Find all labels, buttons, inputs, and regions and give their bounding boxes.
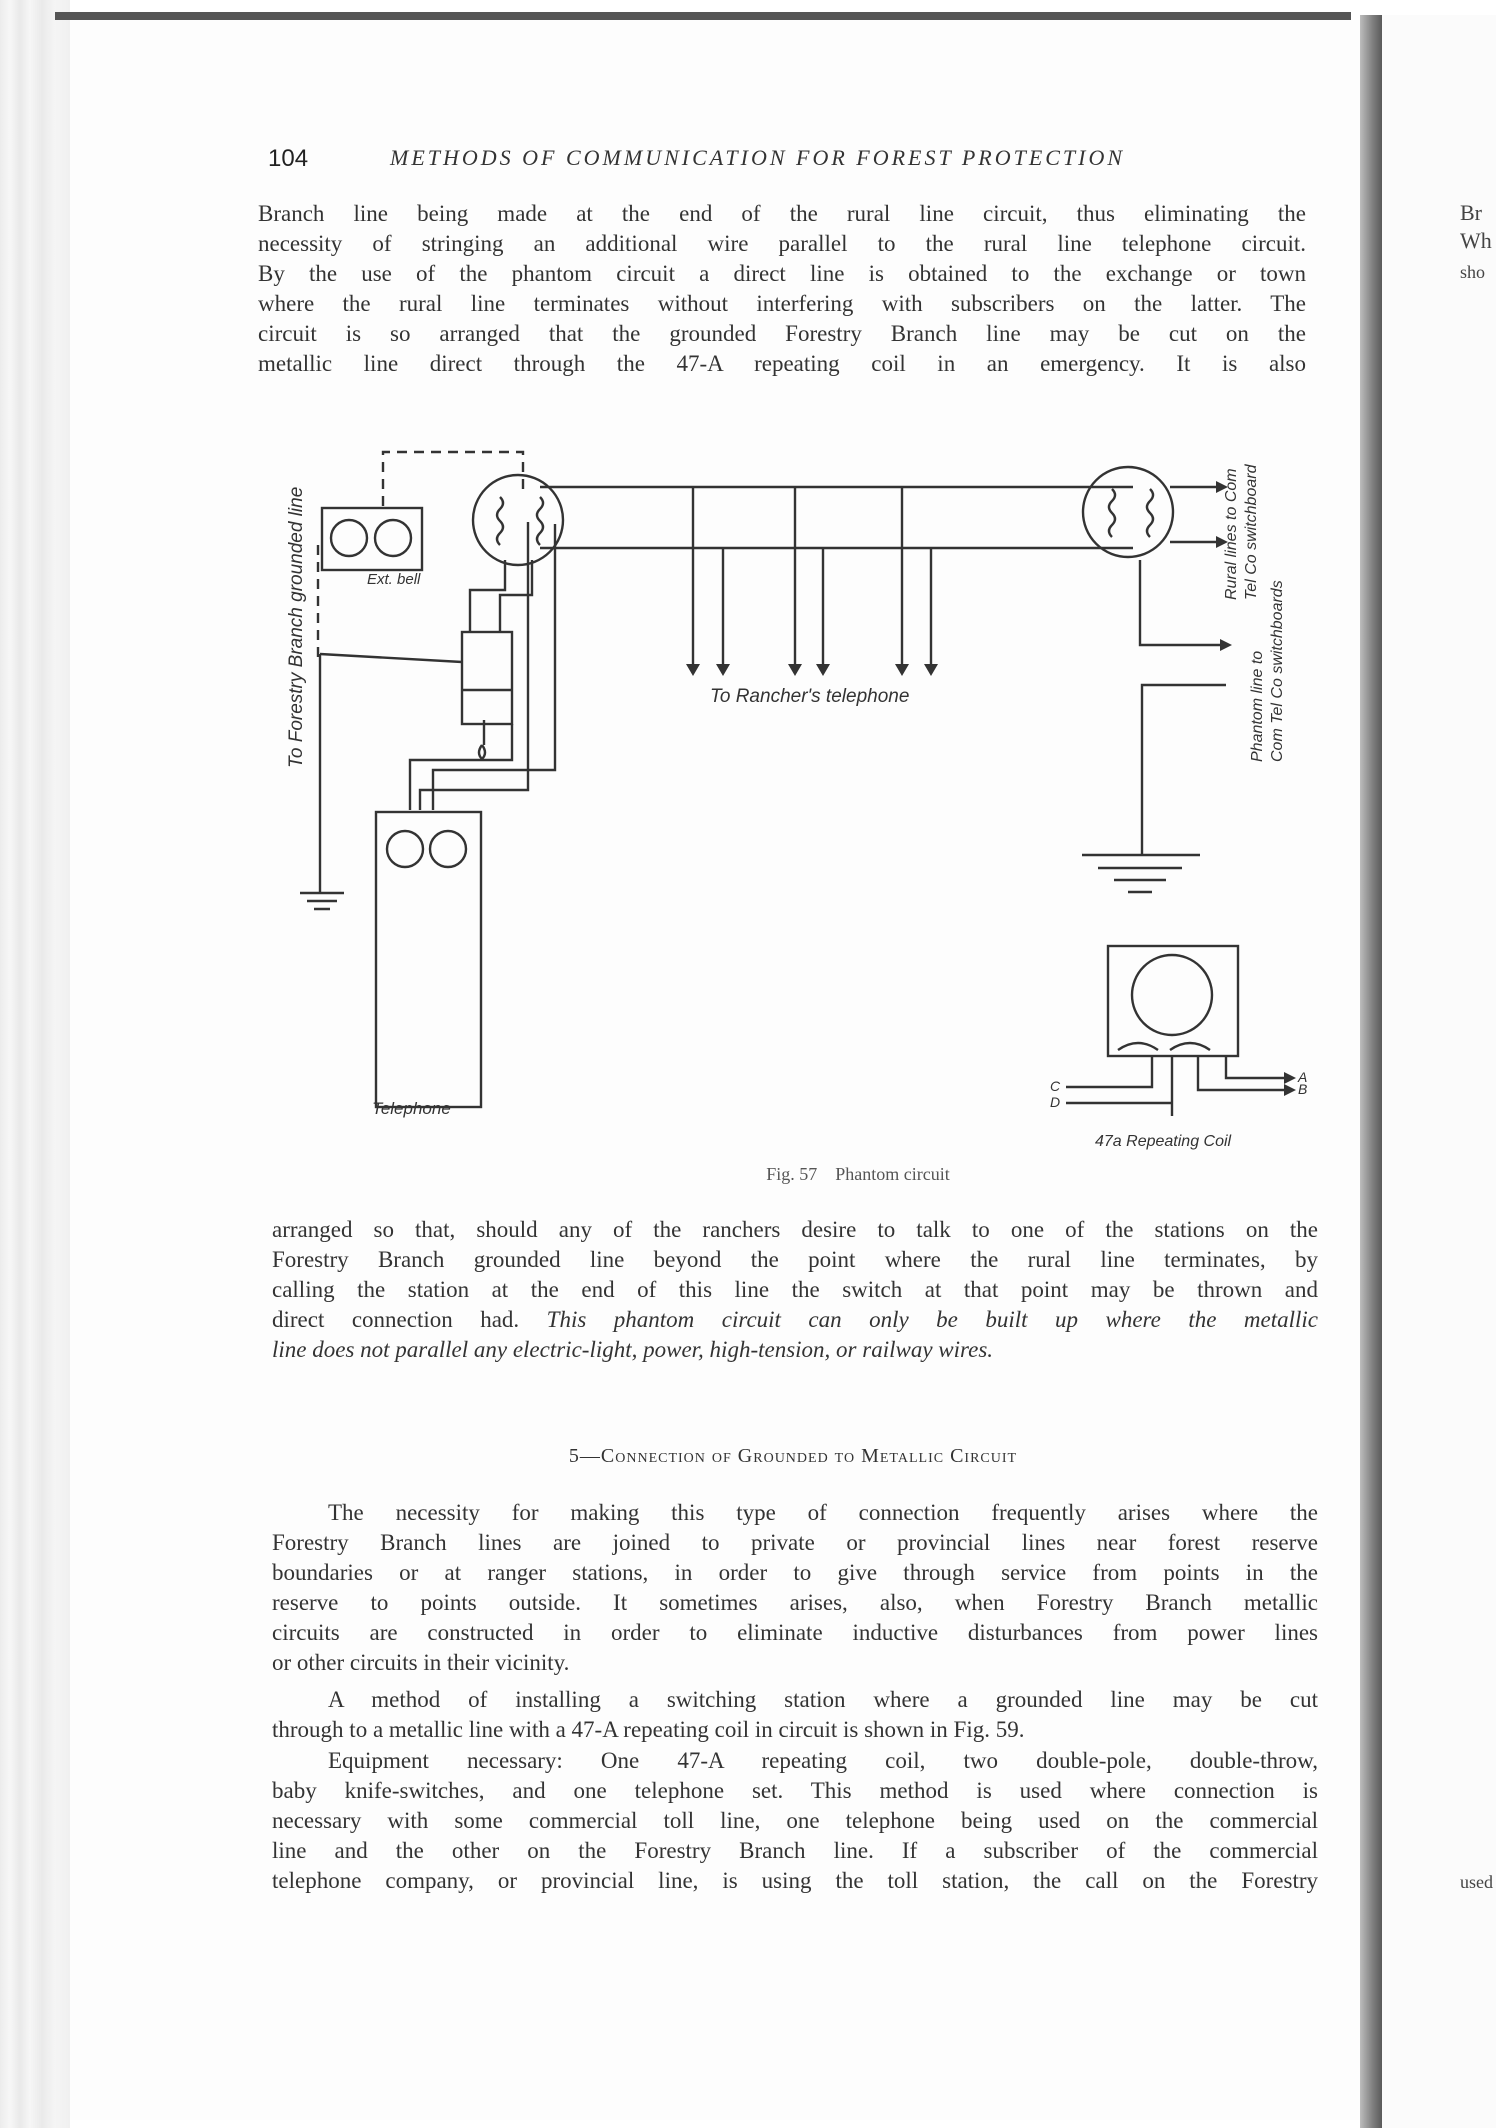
- arrow-head: [895, 664, 938, 676]
- next-page-fragment: used: [1460, 1872, 1493, 1892]
- figure-number: Fig. 57: [766, 1164, 818, 1184]
- telephone-gong: [430, 831, 466, 867]
- text-line: arranged so that, should any of the ranchers desire to talk to one of the stations on the: [272, 1217, 1318, 1242]
- paragraph-bottom-1: [272, 1498, 1318, 1678]
- arrow-head: [686, 664, 730, 676]
- rancher-drop: [902, 487, 931, 668]
- text-line: The necessity for making this type of connection frequently arises where the: [328, 1500, 1318, 1525]
- text-line: through to a metallic line with a 47-A repeating coil in circuit is shown in Fig. 59.: [272, 1717, 1025, 1742]
- coil-label: 47a Repeating Coil: [1095, 1133, 1232, 1150]
- ext-bell-label: Ext. bell: [367, 571, 421, 588]
- text-line: metallic line direct through the 47-A repeating coil in an emergency. It is also: [258, 351, 1306, 376]
- telephone-gong: [387, 831, 423, 867]
- paragraph-middle: [272, 1215, 1318, 1365]
- text-line: calling the station at the end of this line the switch at that point may be thrown and: [272, 1277, 1318, 1302]
- telephone-label: Telephone: [372, 1099, 451, 1118]
- text-line: telephone company, or provincial line, is using the toll station, the call on the Forestry: [272, 1868, 1318, 1893]
- knife-switch: [462, 632, 512, 724]
- ext-bell-box: [322, 508, 422, 570]
- terminal-label: B: [1298, 1081, 1308, 1097]
- coil-winding: [537, 497, 543, 545]
- section-title: Connection of Grounded to Metallic Circuit: [600, 1445, 1018, 1467]
- coil-inset-core: [1132, 955, 1212, 1035]
- text-line: necessary with some commercial toll line, one telephone being used on the commercial: [272, 1808, 1318, 1833]
- text-line: Branch line being made at the end of the rural line circuit, thus eliminating the: [258, 201, 1306, 226]
- switch-wire: [320, 654, 512, 690]
- text-line: reserve to points outside. It sometimes arises, also, when Forestry Branch metallic: [272, 1590, 1318, 1615]
- repeating-coil-right: [1083, 467, 1173, 557]
- text-line: Equipment necessary: One 47-A repeating coil, two double-pole, double-throw,: [328, 1748, 1318, 1773]
- text-line: line and the other on the Forestry Branch line. If a subscriber of the commercial: [272, 1838, 1318, 1863]
- paragraph-bottom-3: [272, 1746, 1318, 1896]
- text-line: circuits are constructed in order to eliminate inductive disturbances from power lines: [272, 1620, 1318, 1645]
- terminal-label: A: [1298, 1069, 1308, 1085]
- next-page-fragment: Br: [1460, 200, 1482, 225]
- rancher-drop: [795, 487, 823, 668]
- text-line: Forestry Branch grounded line beyond the point where the rural line terminates, by: [272, 1247, 1318, 1272]
- text-line: A method of installing a switching station where a grounded line may be cut: [328, 1687, 1318, 1712]
- wire: [433, 524, 555, 810]
- coil-inset-box: [1108, 946, 1238, 1056]
- terminal-label: D: [1050, 1094, 1061, 1110]
- ground-wire: [1142, 685, 1226, 855]
- text-line: By the use of the phantom circuit a direct line is obtained to the exchange or town: [258, 261, 1306, 286]
- text-line: [272, 1305, 1318, 1335]
- phantom-out: [1140, 560, 1226, 645]
- rural-lines-label: Rural lines to Com: [1223, 468, 1240, 600]
- arrow-head: [788, 664, 830, 676]
- text-line: where the rural line terminates without interfering with subscribers on the latter. The: [258, 291, 1306, 316]
- bell-gong: [375, 520, 411, 556]
- coil-winding: [1147, 489, 1153, 537]
- coil-winding: [1109, 489, 1115, 537]
- coil-winding: [497, 497, 503, 545]
- figure-caption: [0, 1164, 1496, 1185]
- figure-title: Phantom circuit: [835, 1164, 950, 1184]
- forestry-line-label: To Forestry Branch grounded line: [286, 486, 307, 768]
- ranchers-label: To Rancher's telephone: [710, 686, 910, 707]
- wire: [410, 724, 512, 810]
- ground-symbol: [300, 893, 344, 909]
- text-line-italic: line does not parallel any electric-light, power, high-tension, or railway wires.: [272, 1337, 994, 1362]
- switch-fuse: [479, 720, 485, 759]
- paragraph-bottom-2: [272, 1685, 1318, 1745]
- terminal-label: C: [1050, 1078, 1061, 1094]
- rancher-drop: [693, 487, 723, 668]
- coil-inset-wire: [1198, 1056, 1290, 1090]
- page-number: 104: [268, 145, 309, 172]
- arrow-head: [1284, 1072, 1296, 1096]
- section-number: 5—: [568, 1445, 601, 1467]
- text-line: baby knife-switches, and one telephone set. This method is used where connection is: [272, 1778, 1318, 1803]
- text-line: boundaries or at ranger stations, in order to give through service from points in the: [272, 1560, 1318, 1585]
- coil-inset-winding: [1118, 1043, 1210, 1050]
- phantom-line-label: Com Tel Co switchboards: [1269, 580, 1286, 762]
- text-line: or other circuits in their vicinity.: [272, 1650, 570, 1675]
- text-line: circuit is so arranged that the grounded Forestry Branch line may be cut on the: [258, 321, 1306, 346]
- next-page-fragment: sho: [1460, 262, 1486, 282]
- section-heading: [268, 1445, 1318, 1468]
- italic-run: This phantom circuit can only be built up where the metallic: [546, 1307, 1318, 1332]
- running-title: METHODS OF COMMUNICATION FOR FOREST PROTECTION: [390, 145, 1126, 170]
- phantom-line-label: Phantom line to: [1249, 650, 1266, 762]
- coil-inset-wire: [1066, 1056, 1172, 1116]
- text-line: necessity of stringing an additional wire parallel to the rural line telephone circuit.: [258, 231, 1306, 256]
- bell-gong: [331, 520, 367, 556]
- text-run: direct connection had.: [272, 1307, 547, 1332]
- next-page-fragment: Wh: [1460, 228, 1492, 253]
- text-line: Forestry Branch lines are joined to private or provincial lines near forest reserve: [272, 1530, 1318, 1555]
- ground-symbol: [1082, 855, 1200, 892]
- repeating-coil-left: [473, 475, 563, 565]
- rural-lines-label: Tel Co switchboard: [1243, 464, 1260, 600]
